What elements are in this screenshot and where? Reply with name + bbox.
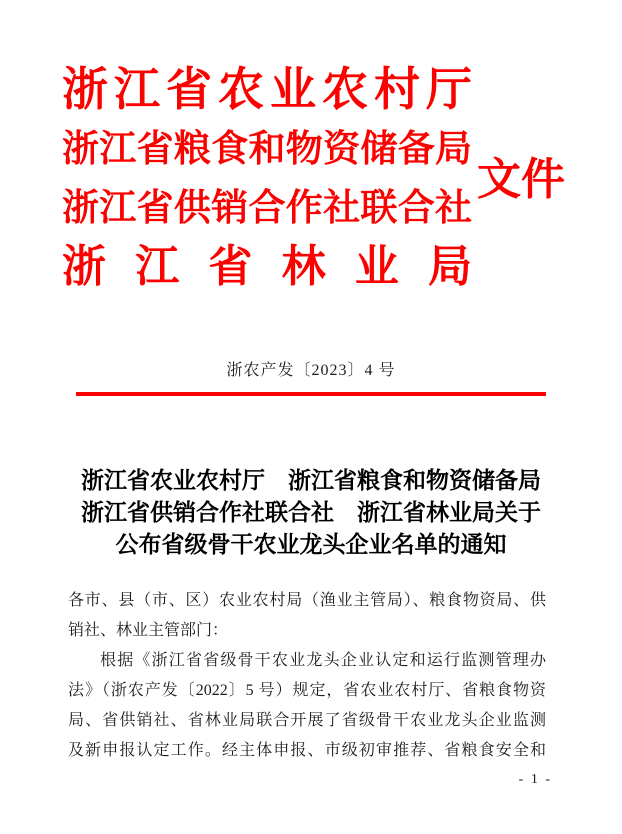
document-title-line-3: 公布省级骨干农业龙头企业名单的通知	[115, 532, 507, 557]
paragraph-line-1: 根据《浙江省省级骨干农业龙头企业认定和运行监测管理办	[100, 652, 546, 669]
document-title-line-1: 浙江省农业农村厅 浙江省粮食和物资储备局	[81, 468, 541, 493]
paragraph-line-4: 及新申报认定工作。经主体申报、市级初审推荐、省粮食安全和	[68, 742, 546, 759]
agency-name-supply-marketing: 浙江省供销合作社联合社	[62, 188, 472, 229]
paragraph-line-2: 法》（浙农产发〔2022〕5 号）规定，省农业农村厅、省粮食物资	[68, 682, 546, 699]
red-divider-rule	[76, 392, 546, 396]
paragraph-line-3: 局、省供销社、省林业局联合开展了省级骨干农业龙头企业监测	[68, 712, 546, 729]
document-title-line-2: 浙江省供销合作社联合社 浙江省林业局关于	[81, 500, 541, 525]
document-number: 浙农产发〔2023〕4 号	[226, 362, 396, 379]
page-number: - 1 -	[518, 772, 552, 787]
salutation-line-1: 各市、县（市、区）农业农村局（渔业主管局）、粮食物资局、供	[68, 592, 546, 609]
agency-name-forestry: 浙江省林业局	[62, 242, 472, 291]
letterhead	[62, 60, 472, 295]
agency-name-agriculture: 浙江省农业农村厅	[62, 64, 472, 115]
agency-name-grain-reserves: 浙江省粮食和物资储备局	[62, 129, 472, 170]
document-body	[68, 586, 546, 766]
document-type-label: 文件	[477, 155, 565, 204]
document-title	[30, 465, 592, 561]
salutation-line-2: 销社、林业主管部门：	[68, 622, 229, 639]
